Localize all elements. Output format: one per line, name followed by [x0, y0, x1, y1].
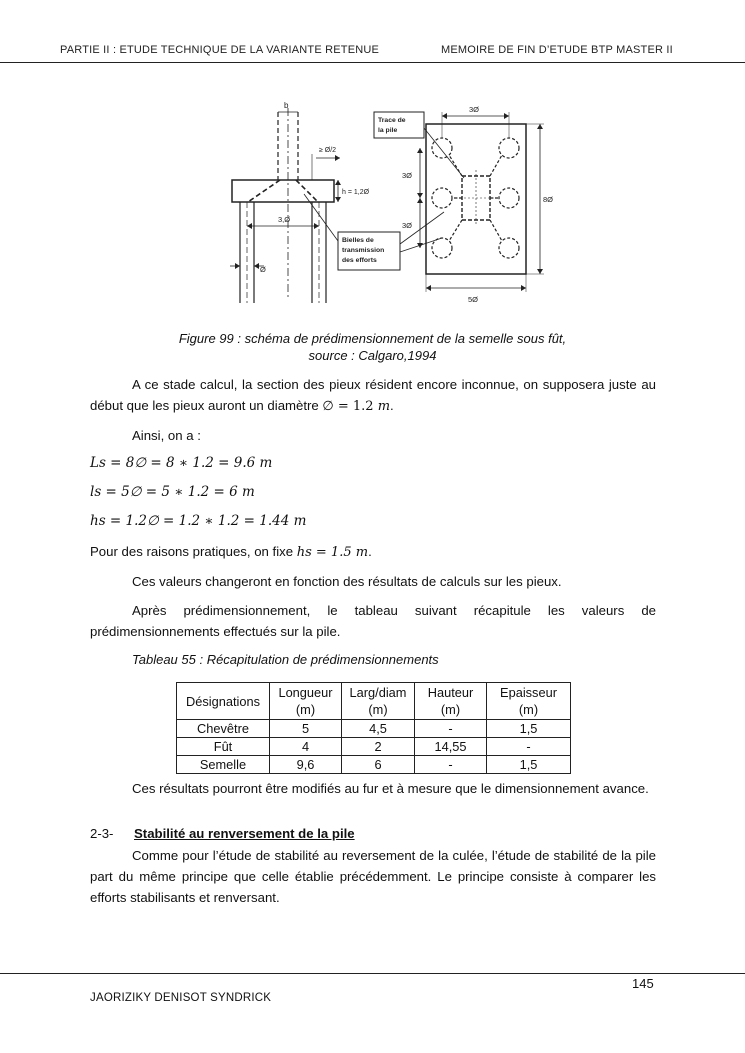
- plan-view: [417, 112, 544, 292]
- paragraph-6: Ces résultats pourront être modifiés au fur et à mesure que le dimensionnement avance.: [132, 781, 649, 796]
- label-bottom-5d: 5Ø: [468, 295, 479, 304]
- table-cell: 4: [270, 738, 342, 756]
- header-hauteur: Hauteur (m): [415, 683, 487, 720]
- paragraph-3: Pour des raisons pratiques, on fixe hs = 1.5 m.: [90, 544, 372, 560]
- table-cell: 14,55: [415, 738, 487, 756]
- footing-diagram: [228, 98, 568, 310]
- table-cell: 4,5: [342, 720, 415, 738]
- label-3d-lower: 3,Ø: [278, 215, 291, 224]
- elevation-view: [230, 108, 341, 303]
- table-header-row: [177, 683, 571, 720]
- header-left: PARTIE II : ETUDE TECHNIQUE DE LA VARIANTE RETENUE: [60, 44, 380, 56]
- section-number: 2-3-: [90, 826, 114, 841]
- table-row: [177, 738, 571, 756]
- section-heading: [90, 826, 355, 841]
- table-row: [177, 756, 571, 774]
- label-left-3d-a: 3Ø: [402, 171, 413, 180]
- table-cell: -: [487, 738, 571, 756]
- paragraph-5: Après prédimensionnement, le tableau suivant récapitule les valeurs de prédimensionnements effectués sur la pile.: [90, 603, 656, 639]
- table-cell: 1,5: [487, 720, 571, 738]
- equation-ls-lower: ls = 5∅ = 5 ∗ 1.2 = 6 m: [90, 484, 255, 500]
- diameter-unit: m: [377, 399, 391, 414]
- table-cell: 2: [342, 738, 415, 756]
- label-b: b: [284, 101, 289, 110]
- table-cell: -: [415, 756, 487, 774]
- trace-box: [374, 112, 424, 138]
- predimension-table: [176, 682, 571, 774]
- header-larg-diam: Larg/diam (m): [342, 683, 415, 720]
- table-cell: Semelle: [177, 756, 270, 774]
- trace-label-2: la pile: [378, 127, 398, 134]
- header-right: MEMOIRE DE FIN D’ETUDE BTP MASTER II: [441, 44, 673, 56]
- paragraph-3-text: Pour des raisons pratiques, on fixe: [90, 544, 294, 559]
- paragraph-7: Comme pour l’étude de stabilité au reversement de la culée, l’étude de stabilité de la pile part du même principe que celle établie précédemment. Le principe consiste à comparer les efforts stabilisants et renversant.: [90, 848, 656, 905]
- label-half-d: ≥ Ø/2: [319, 147, 337, 154]
- figure-caption-line2: source : Calgaro,1994: [308, 348, 437, 363]
- page-number: 145: [632, 976, 654, 991]
- section-title: Stabilité au renversement de la pile: [134, 826, 355, 841]
- bielles-label-3: des efforts: [342, 257, 377, 264]
- table-row: [177, 720, 571, 738]
- equation-hs: hs = 1.2∅ = 1.2 ∗ 1.2 = 1.44 m: [90, 513, 307, 529]
- paragraph-1: A ce stade calcul, la section des pieux résident encore inconnue, on supposera juste au début que les pieux auront un diamètre ∅ = 1.2 m.: [90, 377, 656, 414]
- figure-caption-line1: Figure 99 : schéma de prédimensionnement de la semelle sous fût,: [178, 331, 567, 346]
- label-d: Ø: [260, 265, 266, 274]
- table-cell: 5: [270, 720, 342, 738]
- label-top-3d: 3Ø: [469, 105, 480, 114]
- footer-author: JAORIZIKY DENISOT SYNDRICK: [90, 992, 272, 1004]
- table-cell: -: [415, 720, 487, 738]
- paragraph-2: Ainsi, on a :: [132, 428, 201, 443]
- bielles-label-2: transmission: [342, 247, 385, 254]
- header-designations: Désignations: [177, 683, 270, 720]
- table-caption: Tableau 55 : Récapitulation de prédimensionnements: [132, 652, 439, 667]
- table-cell: 1,5: [487, 756, 571, 774]
- header-rule: [0, 62, 745, 63]
- table-cell: 6: [342, 756, 415, 774]
- label-left-3d-b: 3Ø: [402, 221, 413, 230]
- footer-rule: [0, 973, 745, 974]
- hs-fixed-value: hs = 1.5 m: [296, 545, 369, 560]
- equation-ls-upper: Ls = 8∅ = 8 ∗ 1.2 = 9.6 m: [90, 455, 273, 471]
- label-h: h = 1,2Ø: [342, 189, 370, 196]
- header-longueur: Longueur (m): [270, 683, 342, 720]
- table-cell: 9,6: [270, 756, 342, 774]
- diameter-math: [322, 399, 390, 414]
- header-epaisseur: Epaisseur (m): [487, 683, 571, 720]
- table-cell: Chevêtre: [177, 720, 270, 738]
- trace-label-1: Trace de: [378, 117, 406, 124]
- paragraph-1-text: A ce stade calcul, la section des pieux résident encore inconnue, on supposera juste au début que les pieux auront un diamètre: [90, 377, 656, 413]
- label-right-8d: 8Ø: [543, 195, 554, 204]
- table-cell: Fût: [177, 738, 270, 756]
- diameter-value: ∅ = 1.2: [322, 399, 374, 414]
- paragraph-4: Ces valeurs changeront en fonction des résultats de calculs sur les pieux.: [132, 574, 562, 589]
- bielles-label-1: Bielles de: [342, 237, 374, 244]
